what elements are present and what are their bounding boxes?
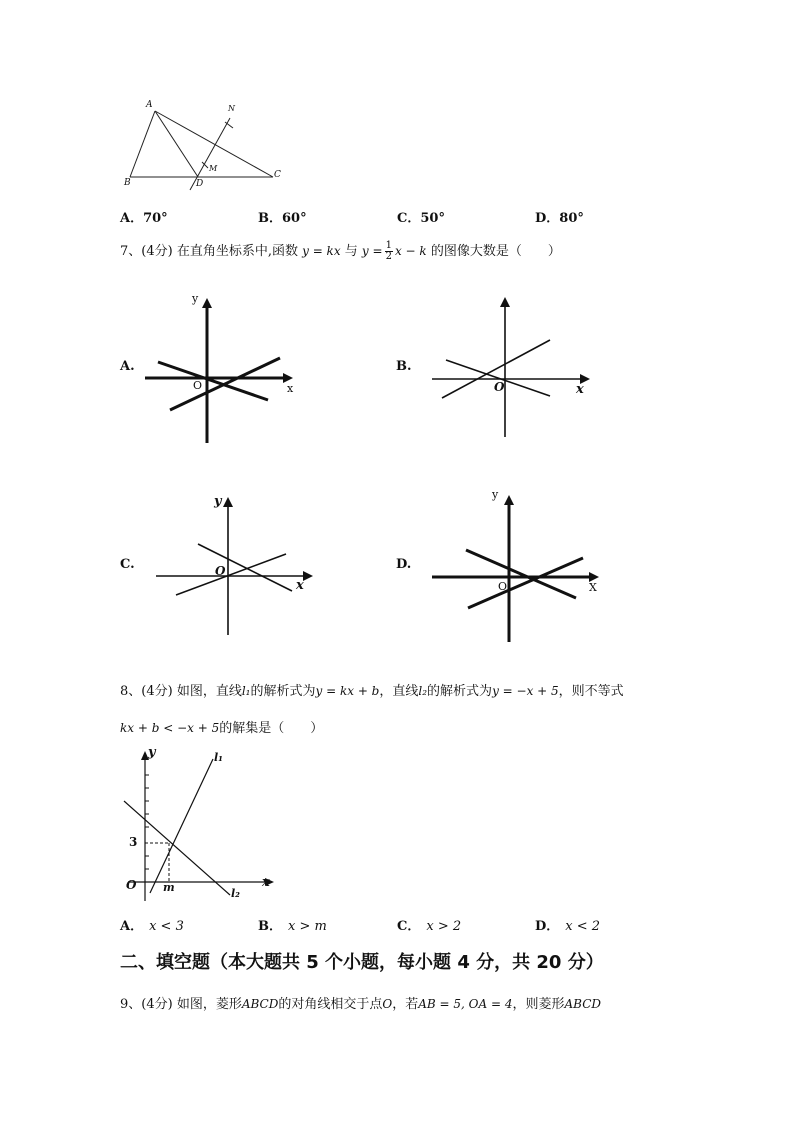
q7-conjunction: 与 — [344, 244, 358, 259]
point-label-m: M — [209, 164, 218, 173]
q7-graph-a-axes — [140, 290, 300, 445]
q8-line-l1: l₁ — [241, 684, 251, 698]
q9-point: O — [382, 997, 393, 1011]
q8-option-a[interactable] — [120, 915, 184, 934]
point-label-d: D — [196, 179, 204, 189]
point-label-b: B — [124, 178, 131, 188]
fraction-denominator: 2 — [385, 251, 392, 262]
q8-text: 的解析式为 — [427, 684, 493, 699]
q8-text: ，则不等式 — [558, 684, 624, 699]
q7-suffix: 的图像大数是（ ） — [430, 244, 561, 259]
q6-option-a[interactable] — [120, 207, 168, 226]
point-label-c: C — [274, 170, 281, 180]
option-value: 70° — [143, 211, 168, 226]
q7-option-d-label[interactable]: D. — [396, 557, 412, 572]
x-axis-label: x — [296, 578, 304, 593]
q7-graph-a[interactable] — [140, 290, 300, 445]
origin-label: O — [215, 564, 226, 578]
y-axis-label: y — [148, 745, 156, 760]
q8-stem-line-2 — [120, 717, 323, 736]
q7-option-c-label[interactable]: C. — [120, 557, 135, 572]
q9-shape: ABCD — [564, 997, 602, 1011]
x-axis-label: x — [262, 875, 270, 890]
q8-text: 的解集是（ ） — [219, 721, 324, 736]
line-l1-label: l₁ — [214, 751, 223, 764]
q9-text: ，则菱形 — [512, 997, 565, 1012]
q6-figure — [118, 100, 288, 192]
q6-option-d[interactable] — [535, 207, 584, 226]
x-axis-label: X — [589, 581, 597, 594]
q7-stem — [120, 240, 561, 263]
q9-shape: ABCD — [241, 997, 279, 1011]
option-letter: D． — [535, 211, 560, 226]
q9-text: ，若 — [392, 997, 419, 1012]
option-letter: B． — [258, 919, 282, 934]
origin-label: O — [126, 878, 137, 892]
option-value: 50° — [420, 211, 445, 226]
q8-prefix: 8、(4分) 如图，直线 — [120, 684, 242, 699]
q8-text: ，直线 — [379, 684, 419, 699]
option-value: x < 2 — [565, 919, 601, 934]
y-axis-label: y — [192, 292, 199, 305]
q8-option-c[interactable] — [397, 915, 461, 934]
x-axis-label: x — [287, 382, 294, 395]
option-value: 60° — [282, 211, 307, 226]
origin-label: O — [498, 580, 508, 593]
q8-option-d[interactable] — [535, 915, 600, 934]
q7-graph-b-axes — [428, 292, 593, 442]
q9-prefix: 9、(4分) 如图，菱形 — [120, 997, 242, 1012]
q8-text: 的解析式为 — [250, 684, 316, 699]
q8-line-graph — [118, 745, 278, 905]
point-label-n: N — [228, 104, 235, 113]
q7-fraction — [385, 241, 393, 262]
q8-figure — [118, 745, 278, 905]
q7-graph-c-axes — [150, 490, 320, 640]
q7-function-2-rhs: x − k — [394, 244, 427, 258]
q8-line-l2: l₂ — [418, 684, 428, 698]
q8-inequality: kx + b < −x + 5 — [120, 721, 220, 735]
option-value: x > 2 — [426, 919, 462, 934]
option-letter: C． — [397, 211, 421, 226]
q7-graph-d-axes — [428, 486, 608, 646]
q7-graph-c[interactable] — [150, 490, 320, 640]
q6-option-c[interactable] — [397, 207, 445, 226]
section-heading: 二、填空题（本大题共 5 个小题，每小题 4 分，共 20 分） — [120, 952, 604, 973]
q8-equation-1: y = kx + b — [315, 684, 380, 698]
point-label-a: A — [146, 100, 153, 110]
q9-given: AB = 5, OA = 4 — [418, 997, 513, 1011]
q7-option-b-label[interactable]: B. — [396, 359, 412, 374]
q6-option-b[interactable] — [258, 207, 307, 226]
q9-text: 的对角线相交于点 — [278, 997, 383, 1012]
origin-label: O — [193, 379, 203, 392]
q7-graph-b[interactable] — [428, 292, 593, 442]
origin-label: O — [494, 380, 505, 394]
y-tick-label: 3 — [129, 835, 138, 849]
option-letter: B． — [258, 211, 282, 226]
x-tick-label: m — [163, 881, 175, 894]
q7-graph-d[interactable] — [428, 486, 608, 646]
y-axis-label: y — [492, 488, 499, 501]
option-letter: A． — [120, 211, 144, 226]
q7-function-2-lhs: y = — [361, 244, 383, 258]
option-letter: C． — [397, 919, 421, 934]
fraction-numerator: 1 — [385, 240, 392, 251]
option-value: x < 3 — [149, 919, 184, 934]
q8-equation-2: y = −x + 5 — [492, 684, 559, 698]
q9-stem — [120, 993, 601, 1012]
option-letter: A． — [120, 919, 144, 934]
option-letter: D． — [535, 919, 560, 934]
q8-option-b[interactable] — [258, 915, 327, 934]
q8-stem-line-1 — [120, 680, 624, 699]
q7-prefix: 7、(4分) 在直角坐标系中,函数 — [120, 244, 298, 259]
option-value: x > m — [288, 919, 327, 934]
q7-function-1: y = kx — [302, 244, 341, 258]
x-axis-label: x — [576, 382, 584, 397]
option-value: 80° — [559, 211, 584, 226]
q7-option-a-label[interactable]: A. — [120, 359, 135, 374]
y-axis-label: y — [214, 494, 222, 509]
line-l2-label: l₂ — [231, 887, 240, 900]
